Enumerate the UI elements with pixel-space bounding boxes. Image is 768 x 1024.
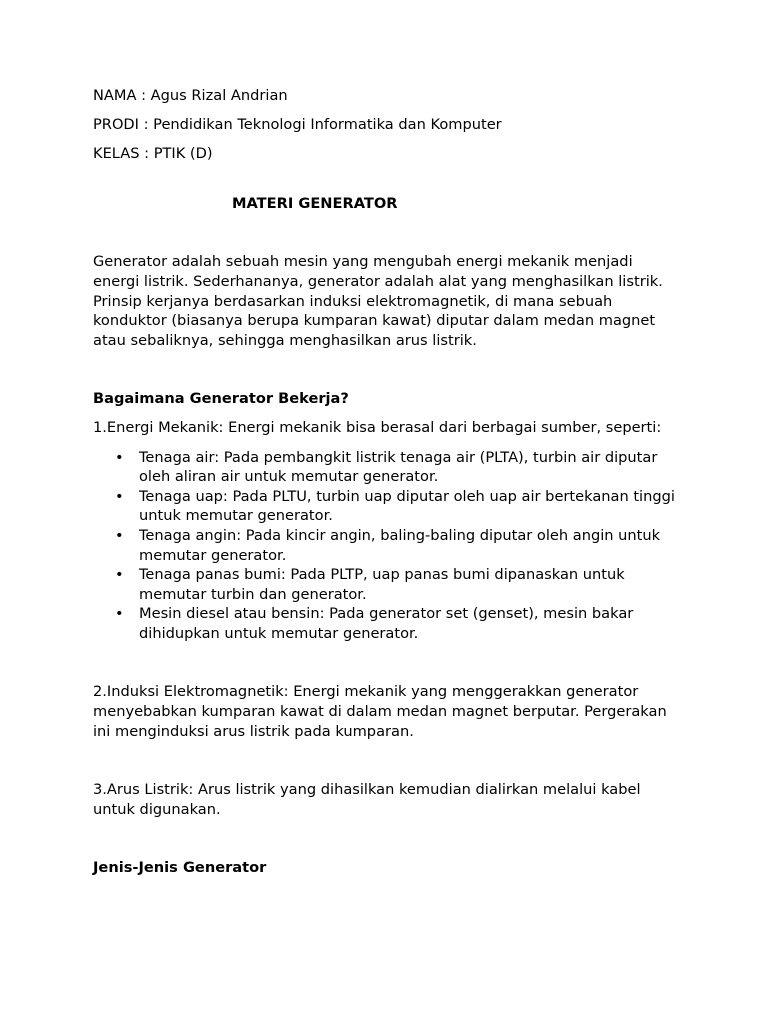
list-item: [115, 526, 683, 565]
list-item-text: Tenaga air: Pada pembangkit listrik tenaga air (PLTA), turbin air diputar oleh aliran air untuk memutar generator.: [139, 448, 658, 486]
step-3-electric-current: 3.Arus Listrik: Arus listrik yang dihasilkan kemudian dialirkan melalui kabel untuk digunakan.: [93, 781, 641, 818]
class-label: KELAS : PTIK (D): [93, 145, 213, 163]
bullet-icon: •: [115, 448, 124, 466]
student-name: NAMA : Agus Rizal Andrian: [93, 87, 288, 104]
step-1-mechanical-energy: 1.Energi Mekanik: Energi mekanik bisa berasal dari berbagai sumber, seperti:: [93, 419, 662, 437]
study-program: PRODI : Pendidikan Teknologi Informatika dan Komputer: [93, 116, 502, 134]
list-item-text: Tenaga angin: Pada kincir angin, baling-baling diputar oleh angin untuk memutar generator.: [139, 526, 661, 564]
bullet-icon: •: [115, 566, 124, 584]
list-item: [115, 487, 683, 526]
energy-sources-list: [93, 448, 683, 644]
step-2-electromagnetic-induction: 2.Induksi Elektromagnetik: Energi mekanik yang menggerakkan generator menyebabkan kumparan kawat di dalam medan magnet berputar. Pergerakan ini menginduksi arus listrik pada kumparan.: [93, 683, 667, 740]
how-it-works-heading: Bagaimana Generator Bekerja?: [93, 390, 349, 408]
list-item: [115, 604, 683, 643]
list-item-text: Mesin diesel atau bensin: Pada generator set (genset), mesin bakar dihidupkan untuk memutar generator.: [139, 605, 634, 642]
document-title: MATERI GENERATOR: [232, 194, 398, 212]
list-item-text: Tenaga uap: Pada PLTU, turbin uap diputar oleh uap air bertekanan tinggi untuk memutar generator.: [139, 487, 675, 525]
bullet-icon: •: [115, 605, 124, 623]
bullet-icon: •: [115, 526, 124, 544]
generator-types-heading: Jenis-Jenis Generator: [93, 859, 267, 877]
intro-paragraph: Generator adalah sebuah mesin yang mengubah energi mekanik menjadi energi listrik. Sederhananya, generator adalah alat yang menghasilkan listrik. Prinsip kerjanya berdasarkan induksi elektromagnetik, di mana sebuah konduktor (biasanya berupa kumparan kawat) diputar dalam medan magnet atau sebaliknya, sehingga menghasilkan arus listrik.: [93, 253, 663, 349]
list-item: [115, 448, 683, 487]
document-page: [93, 86, 683, 878]
list-item-text: Tenaga panas bumi: Pada PLTP, uap panas bumi dipanaskan untuk memutar turbin dan generator.: [139, 566, 625, 603]
bullet-icon: •: [115, 487, 124, 505]
list-item: [115, 565, 683, 604]
